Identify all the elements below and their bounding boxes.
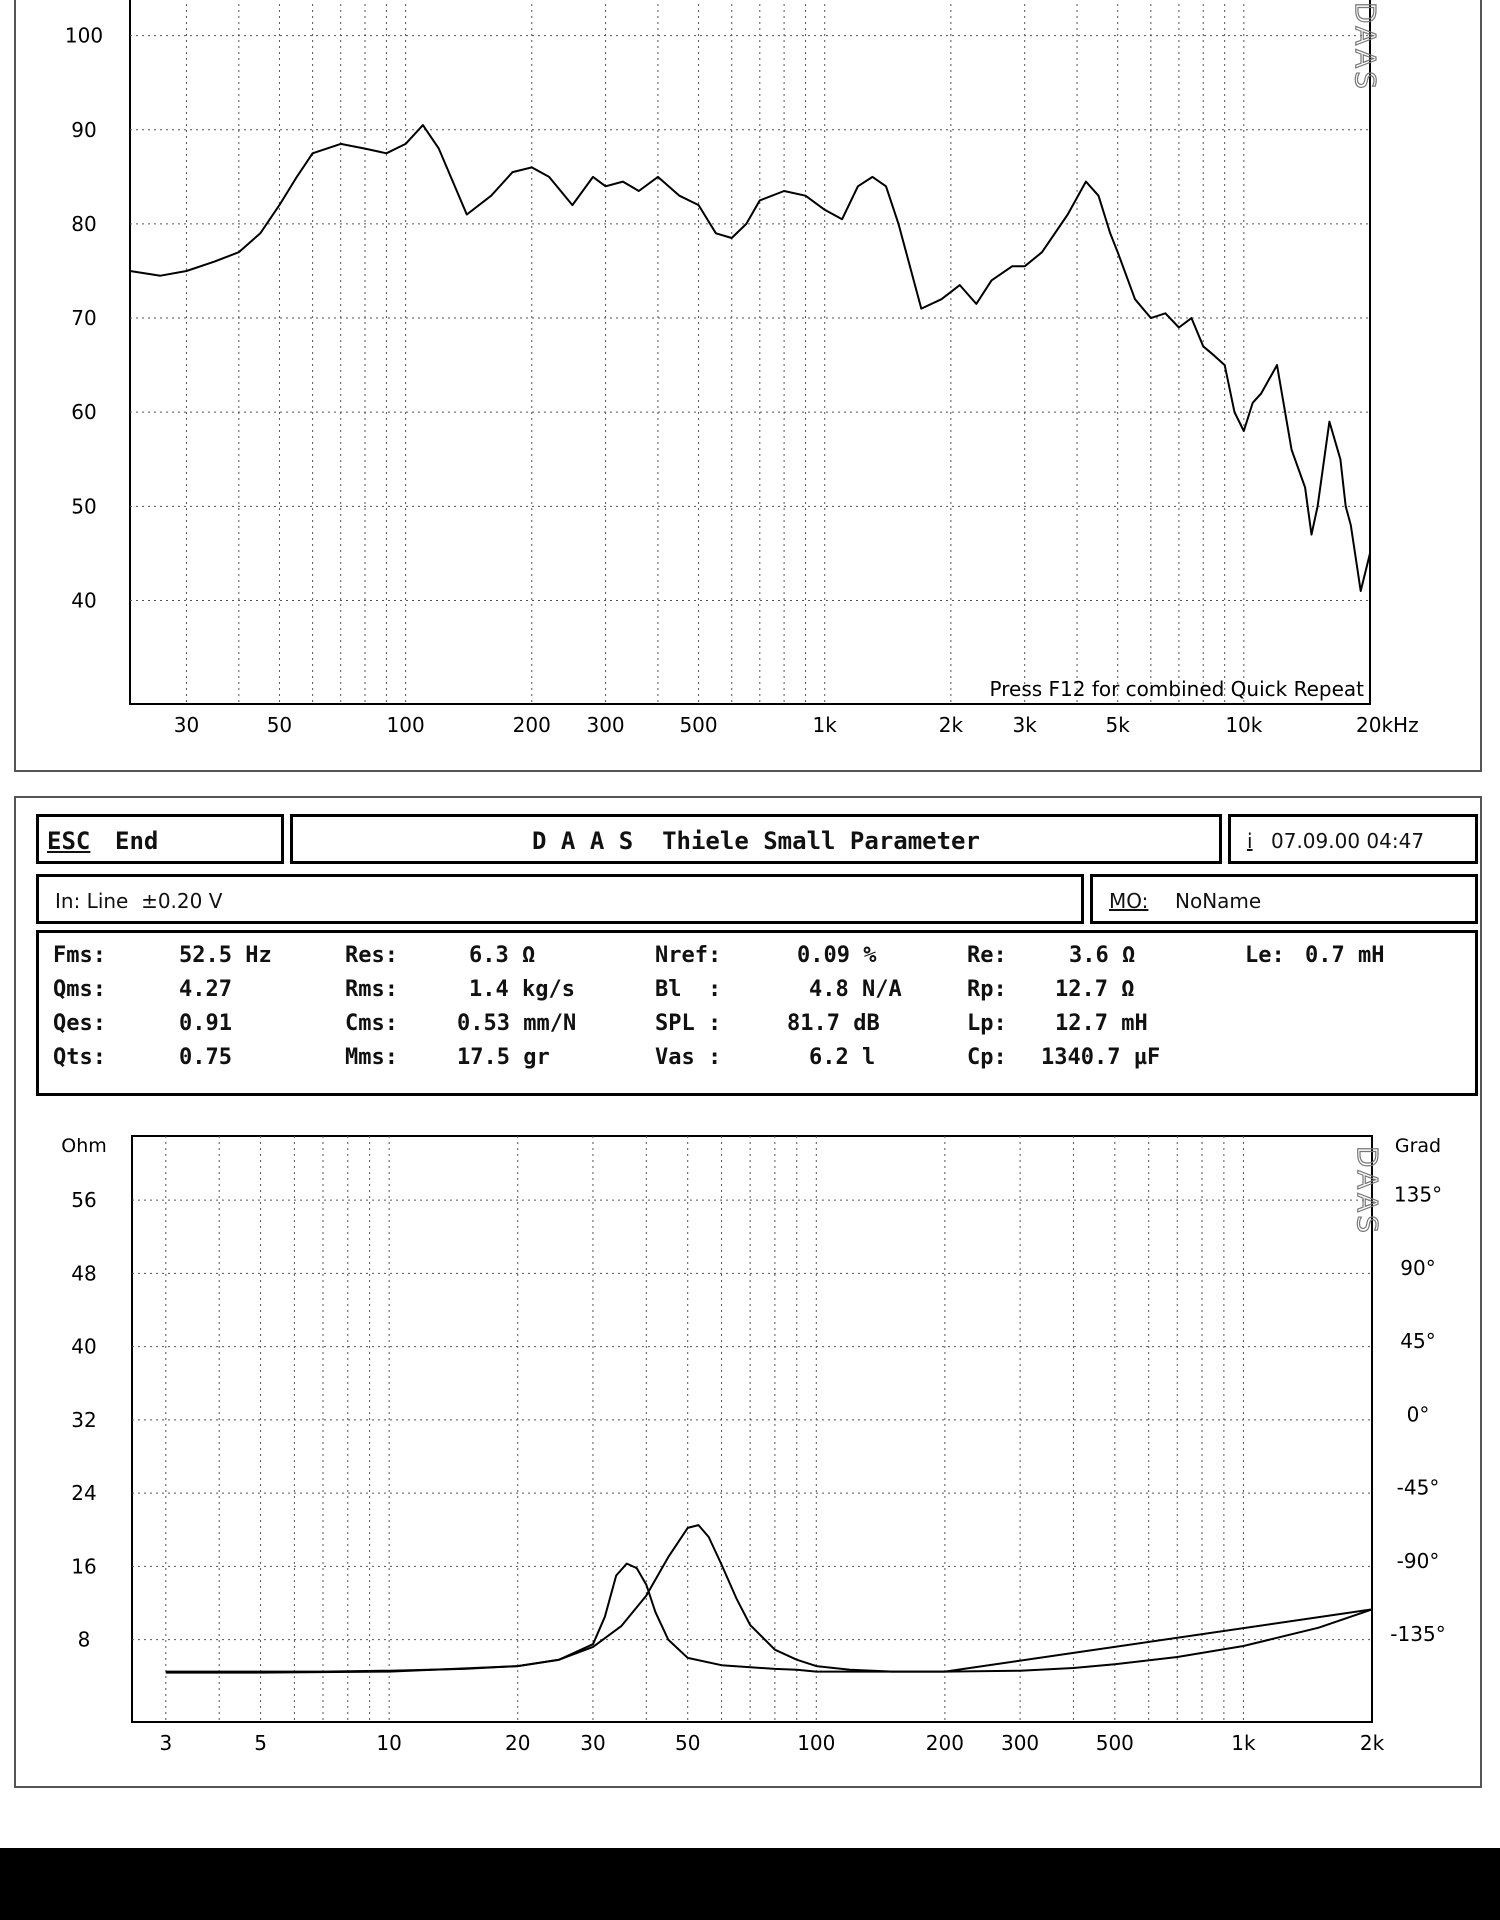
fr-y-tick-label: 60 <box>71 400 97 425</box>
imp-x-tick-label: 500 <box>1095 1731 1134 1755</box>
param-value-le: 0.7 mH <box>1305 943 1385 968</box>
imp-x-tick-label: 50 <box>674 1731 701 1755</box>
fr-y-tick-label: 50 <box>71 494 97 519</box>
fr-annotation: Press F12 for combined Quick Repeat <box>989 677 1364 701</box>
imp-y-tick-label: 40 <box>71 1334 97 1359</box>
param-label-rp: Rp: <box>967 977 1007 1002</box>
param-value-qts: 0.75 <box>179 1045 232 1070</box>
imp-y-tick-label: 16 <box>71 1554 97 1579</box>
param-value-re: 3.6 Ω <box>1069 943 1136 968</box>
info-icon[interactable]: i <box>1247 829 1253 853</box>
fr-x-tick-label: 100 <box>386 713 425 737</box>
imp-y-unit-label: Ohm <box>61 1135 107 1157</box>
param-value-bl: 4.8 N/A <box>809 977 902 1002</box>
param-value-nref: 0.09 % <box>797 943 877 968</box>
input-label: In: Line ±0.20 V <box>55 889 223 913</box>
fr-x-tick-label: 5k <box>1105 713 1130 737</box>
frequency-response-chart <box>16 0 1480 770</box>
param-label-res: Res: <box>345 943 398 968</box>
fr-x-tick-label: 500 <box>679 713 718 737</box>
fr-x-tick-label: 50 <box>266 713 293 737</box>
imp-y-tick-label: 48 <box>71 1261 97 1286</box>
param-label-rms: Rms: <box>345 977 398 1002</box>
esc-key-label: ESC <box>47 827 91 855</box>
param-value-fms: 52.5 Hz <box>179 943 272 968</box>
param-label-cp: Cp: <box>967 1045 1007 1070</box>
imp-y2-tick-label: 45° <box>1400 1329 1436 1354</box>
fr-x-tick-label: 2k <box>938 713 964 737</box>
imp-y2-tick-label: 90° <box>1400 1255 1436 1280</box>
fr-x-tick-label: 10k <box>1225 713 1263 737</box>
imp-watermark: DAAS <box>1351 1146 1384 1236</box>
imp-y2-unit-label: Grad <box>1394 1135 1442 1157</box>
thiele-small-panel <box>14 796 1482 1788</box>
imp-y2-tick-label: -45° <box>1396 1475 1440 1500</box>
imp-x-tick-label: 1k <box>1231 1731 1256 1755</box>
imp-x-tick-label: 5 <box>254 1731 267 1755</box>
param-value-spl: 81.7 dB <box>787 1011 880 1036</box>
fr-y-tick-label: 90 <box>71 117 97 142</box>
param-value-res: 6.3 Ω <box>469 943 536 968</box>
param-label-lp: Lp: <box>967 1011 1007 1036</box>
fr-watermark: DAAS <box>1349 2 1382 92</box>
imp-y-tick-label: 56 <box>71 1188 97 1213</box>
imp-plot-area <box>132 1136 1372 1722</box>
fr-x-tick-label: 200 <box>512 713 551 737</box>
imp-x-tick-label: 100 <box>797 1731 836 1755</box>
param-label-qms: Qms: <box>53 977 106 1002</box>
imp-x-tick-label: 10 <box>376 1731 402 1755</box>
fr-plot-area <box>130 0 1370 704</box>
param-value-vas: 6.2 l <box>809 1045 876 1070</box>
imp-x-tick-label: 20 <box>505 1731 531 1755</box>
imp-x-tick-label: 30 <box>580 1731 606 1755</box>
param-label-re: Re: <box>967 943 1007 968</box>
param-label-fms: Fms: <box>53 943 106 968</box>
fr-y-tick-label: 40 <box>71 588 97 613</box>
fr-x-tick-label: 300 <box>586 713 625 737</box>
param-value-rp: 12.7 Ω <box>1055 977 1135 1002</box>
fr-x-tick-label: 3k <box>1012 713 1037 737</box>
param-value-lp: 12.7 mH <box>1055 1011 1148 1036</box>
fr-y-tick-label: 100 <box>64 23 104 48</box>
param-label-vas: Vas : <box>655 1045 722 1070</box>
fr-y-tick-label: 70 <box>71 306 97 331</box>
page-title: D A A S Thiele Small Parameter <box>532 827 980 855</box>
end-label: End <box>115 827 159 855</box>
param-label-qes: Qes: <box>53 1011 106 1036</box>
black-footer-band <box>0 1848 1500 1920</box>
param-label-nref: Nref: <box>655 943 722 968</box>
imp-x-tick-label: 3 <box>159 1731 173 1755</box>
imp-y-tick-label: 24 <box>71 1481 97 1506</box>
imp-y-tick-label: 8 <box>77 1627 91 1652</box>
fr-x-tick-label: 20kHz <box>1356 713 1419 737</box>
datetime-label: 07.09.00 04:47 <box>1271 829 1425 853</box>
param-value-rms: 1.4 kg/s <box>469 977 575 1002</box>
param-label-mms: Mms: <box>345 1045 398 1070</box>
param-value-qms: 4.27 <box>179 977 232 1002</box>
fr-x-tick-label: 1k <box>812 713 837 737</box>
param-value-cms: 0.53 mm/N <box>457 1011 577 1036</box>
param-value-qes: 0.91 <box>179 1011 232 1036</box>
imp-y2-tick-label: 0° <box>1406 1402 1430 1427</box>
imp-y-tick-label: 32 <box>71 1407 97 1432</box>
param-label-bl: Bl : <box>655 977 722 1002</box>
imp-y2-tick-label: 135° <box>1393 1182 1443 1207</box>
param-label-le: Le: <box>1245 943 1285 968</box>
imp-y2-tick-label: -135° <box>1390 1622 1446 1647</box>
param-value-cp: 1340.7 µF <box>1041 1045 1161 1070</box>
imp-y2-tick-label: -90° <box>1396 1548 1440 1573</box>
param-label-spl: SPL : <box>655 1011 722 1036</box>
param-value-mms: 17.5 gr <box>457 1045 550 1070</box>
param-label-qts: Qts: <box>53 1045 106 1070</box>
imp-x-tick-label: 2k <box>1359 1731 1385 1755</box>
param-label-cms: Cms: <box>345 1011 398 1036</box>
frequency-response-panel <box>14 0 1482 772</box>
imp-x-tick-label: 200 <box>925 1731 964 1755</box>
imp-x-tick-label: 300 <box>1000 1731 1040 1755</box>
fr-y-tick-label: 80 <box>71 211 97 236</box>
mo-value: NoName <box>1175 889 1262 913</box>
mo-label: MO: <box>1109 889 1149 913</box>
impedance-chart <box>16 798 1480 1786</box>
fr-x-tick-label: 30 <box>173 713 200 737</box>
